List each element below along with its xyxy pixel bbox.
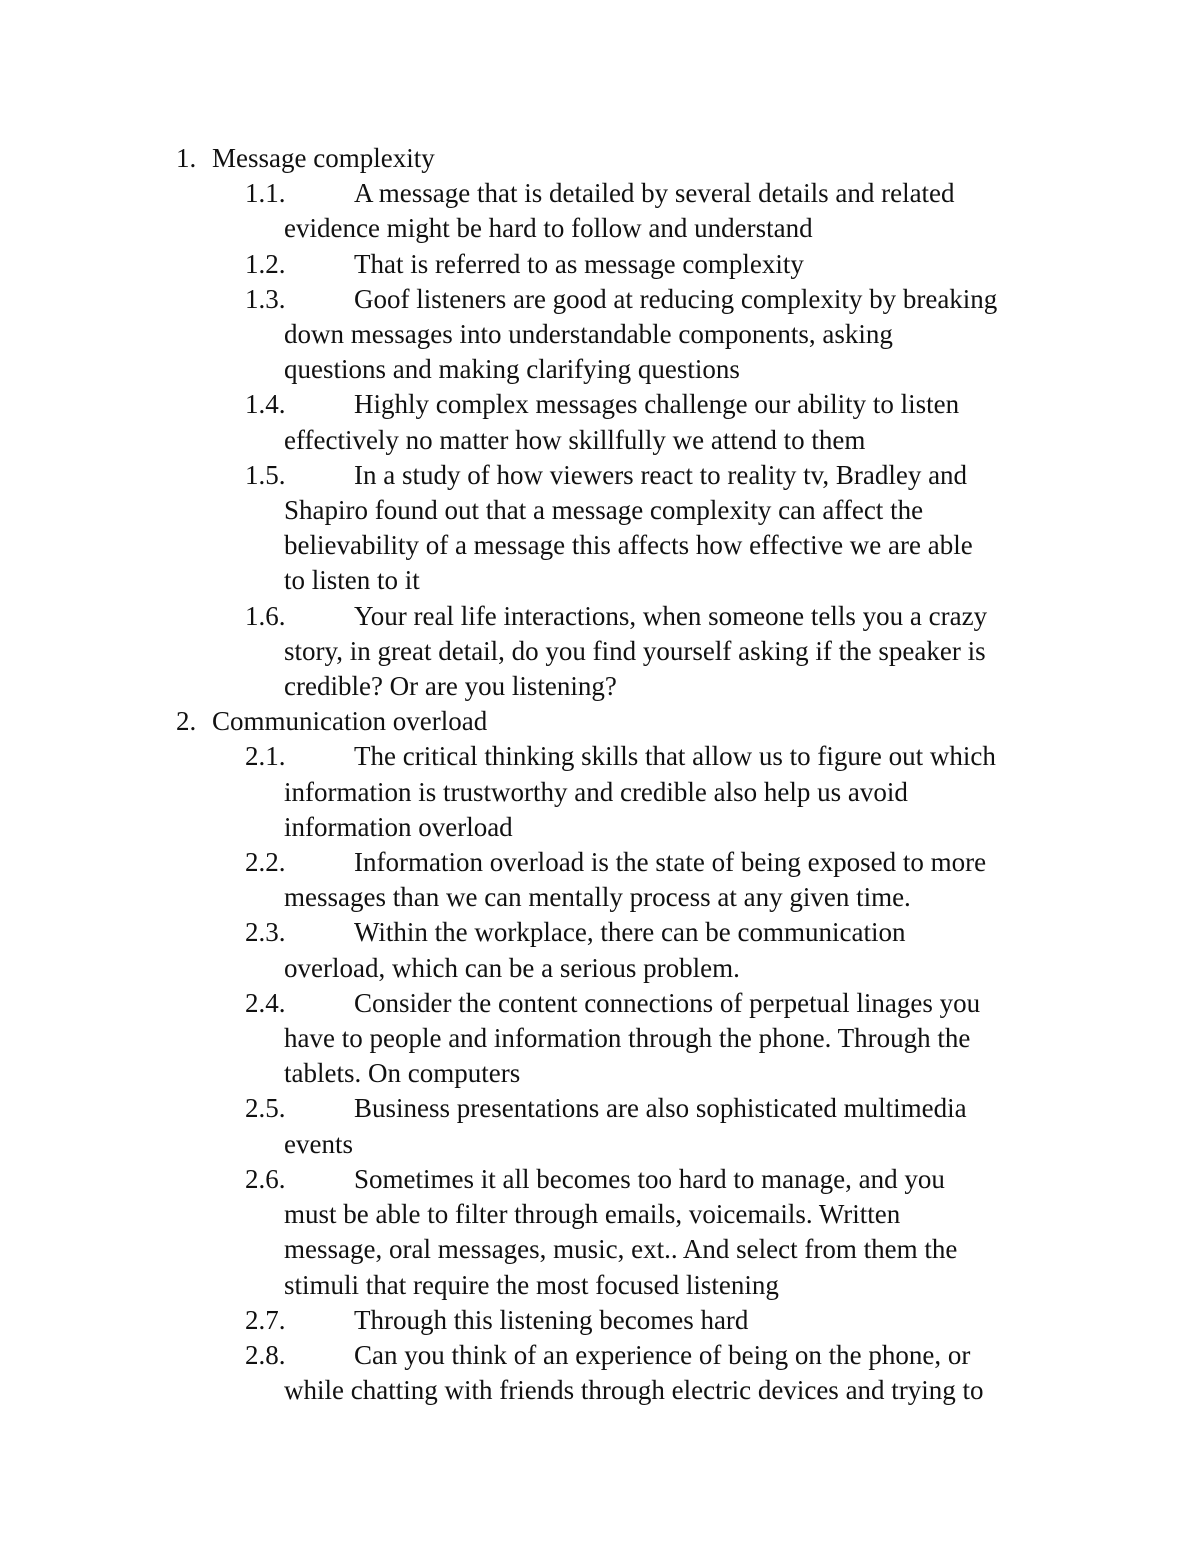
point-number: 1.5. <box>245 459 286 490</box>
outline-point <box>0 1162 1200 1303</box>
point-text-line: have to people and information through the phone. Through the <box>284 1023 971 1054</box>
outline-point <box>0 1303 1200 1338</box>
point-text-line: must be able to filter through emails, voicemails. Written <box>284 1199 901 1230</box>
point-text-line: questions and making clarifying questions <box>284 354 740 385</box>
point-text-line: Business presentations are also sophisticated multimedia <box>354 1093 967 1124</box>
point-text-line: A message that is detailed by several details and related <box>354 178 955 209</box>
point-text-line: effectively no matter how skillfully we attend to them <box>284 424 866 455</box>
outline-list <box>0 141 1200 1408</box>
point-number: 2.8. <box>245 1339 286 1370</box>
point-text-line: down messages into understandable components, asking <box>284 319 893 350</box>
point-text-line: The critical thinking skills that allow us to figure out which <box>354 741 996 772</box>
point-text-line: information is trustworthy and credible also help us avoid <box>284 776 908 807</box>
point-text-line: Your real life interactions, when someone tells you a crazy <box>354 600 988 631</box>
outline-section <box>0 704 1200 739</box>
point-text-line: evidence might be hard to follow and understand <box>284 213 813 244</box>
point-text-line: believability of a message this affects how effective we are able <box>284 530 973 561</box>
point-number: 1.3. <box>245 283 286 314</box>
outline-point <box>0 986 1200 1092</box>
point-text-line: Within the workplace, there can be communication <box>354 917 906 948</box>
outline-section <box>0 141 1200 176</box>
outline-point <box>0 599 1200 705</box>
point-text-line: to listen to it <box>284 565 420 596</box>
point-text-line: That is referred to as message complexity <box>354 248 804 279</box>
section-number: 2. <box>176 706 197 737</box>
point-text-line: while chatting with friends through electric devices and trying to <box>284 1375 984 1406</box>
point-number: 2.2. <box>245 847 286 878</box>
point-number: 2.1. <box>245 741 286 772</box>
point-text-line: In a study of how viewers react to reality tv, Bradley and <box>354 459 968 490</box>
point-number: 1.4. <box>245 389 286 420</box>
outline-point <box>0 247 1200 282</box>
point-text-line: message, oral messages, music, ext.. And select from them the <box>284 1234 958 1265</box>
outline-point <box>0 739 1200 845</box>
point-text-line: Highly complex messages challenge our ability to listen <box>354 389 960 420</box>
point-text-line: story, in great detail, do you find yourself asking if the speaker is <box>284 635 986 666</box>
outline-point <box>0 1091 1200 1161</box>
point-text-line: overload, which can be a serious problem. <box>284 952 740 983</box>
outline-point <box>0 915 1200 985</box>
point-number: 1.2. <box>245 248 286 279</box>
point-number: 1.1. <box>245 178 286 209</box>
point-text-line: Consider the content connections of perpetual linages you <box>354 987 981 1018</box>
point-number: 2.6. <box>245 1163 286 1194</box>
outline-point <box>0 458 1200 599</box>
point-number: 2.5. <box>245 1093 286 1124</box>
point-number: 1.6. <box>245 600 286 631</box>
point-text-line: Sometimes it all becomes too hard to manage, and you <box>354 1163 945 1194</box>
point-text-line: tablets. On computers <box>284 1058 521 1089</box>
section-title: Message complexity <box>212 143 435 173</box>
outline-point <box>0 282 1200 388</box>
point-text-line: Through this listening becomes hard <box>354 1304 749 1335</box>
outline-point <box>0 176 1200 246</box>
outline-point <box>0 387 1200 457</box>
point-text-line: stimuli that require the most focused listening <box>284 1269 779 1300</box>
point-number: 2.7. <box>245 1304 286 1335</box>
point-text-line: Can you think of an experience of being on the phone, or <box>354 1339 971 1370</box>
point-number: 2.3. <box>245 917 286 948</box>
point-text-line: credible? Or are you listening? <box>284 671 617 702</box>
point-number: 2.4. <box>245 987 286 1018</box>
section-title: Communication overload <box>212 706 488 737</box>
outline-point <box>0 1338 1200 1408</box>
point-text-line: events <box>284 1128 353 1159</box>
point-text-line: Shapiro found out that a message complexity can affect the <box>284 495 924 526</box>
section-number: 1. <box>176 143 197 173</box>
point-text-line: messages than we can mentally process at any given time. <box>284 882 911 913</box>
point-text-line: Goof listeners are good at reducing complexity by breaking <box>354 283 998 314</box>
point-text-line: Information overload is the state of being exposed to more <box>354 847 987 878</box>
outline-point <box>0 845 1200 915</box>
point-text-line: information overload <box>284 811 513 842</box>
